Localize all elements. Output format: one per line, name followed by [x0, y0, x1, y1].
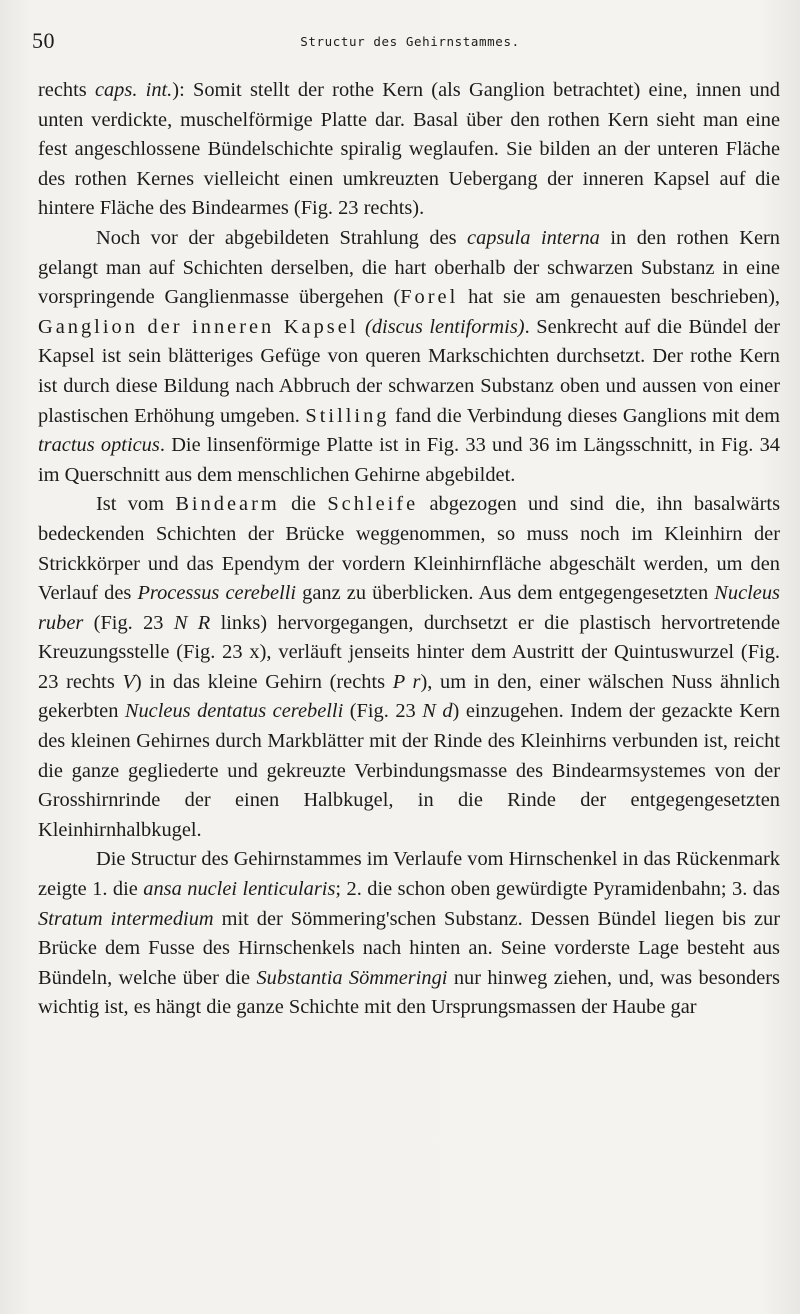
italic-text: N d: [422, 700, 453, 723]
paragraph-2: [38, 224, 780, 490]
text-segment: abgezogen und sind die, ihn basalwärts bedeckenden Schichten der Brücke weggenommen, so muss noch im Kleinhirn der Strickkörper und das Ependym der vordern Kleinhirnfläche abgeschält werden, um den Verlauf des: [38, 493, 780, 605]
italic-text: Nucleus ruber: [38, 582, 780, 634]
italic-text: Stratum intermedium: [38, 907, 214, 930]
text-segment: mit der Sömmering'schen Substanz. Dessen Bündel liegen bis zur Brücke dem Fusse des Hirnschenkels nach hinten an. Seine vorderste Lage besteht aus Bündeln, welche über die: [38, 907, 781, 989]
text-segment: (Fig. 23: [343, 700, 423, 723]
text-segment: hat sie am genauesten beschrieben),: [458, 286, 780, 309]
italic-text: P r: [392, 670, 421, 693]
text-segment: Die Structur des Gehirnstammes im Verlaufe vom Hirnschenkel in das Rückenmark zeigte 1. die: [38, 848, 780, 901]
text-segment: nur hinweg ziehen, und, was besonders wichtig ist, es hängt die ganze Schichte mit den Ursprungsmassen der Haube gar: [38, 966, 780, 1019]
text-segment: . Senkrecht auf die Bündel der Kapsel ist sein blätteriges Gefüge von queren Markschichten durchsetzt. Der rothe Kern ist durch diese Bildung nach Abbruch der schwarzen Substanz oben und aussen von einer plastischen Erhöhung umgeben.: [38, 315, 780, 427]
text-segment: links) hervorgegangen, durchsetzt er die plastisch hervortretende Kreuzungsstelle (Fig. 23 x), verläuft jenseits hinter dem Austritt der Quintuswurzel (Fig. 23 rechts: [38, 611, 780, 693]
text-segment: ) in das kleine Gehirn (rechts: [134, 670, 393, 693]
text-segment: die: [279, 493, 328, 516]
paragraph-4: [38, 845, 780, 1023]
text-segment: fand die Verbindung dieses Ganglions mit dem: [389, 404, 780, 427]
text-segment: (Fig. 23: [83, 611, 174, 634]
italic-text: caps. int.: [94, 79, 173, 101]
italic-text: capsula interna: [467, 226, 600, 249]
text-segment: . Die linsenförmige Platte ist in Fig. 33 und 36 im Längsschnitt, in Fig. 34 im Querschnitt aus dem menschlichen Gehirne abgebildet.: [38, 434, 780, 486]
running-title: Structur des Gehirnstammes.: [300, 34, 520, 49]
text-segment: in den rothen Kern gelangt man auf Schichten derselben, die hart oberhalb der schwarzen Substanz in eine vorspringende Ganglienmasse übergehen (: [38, 226, 781, 309]
italic-text: tractus opticus: [38, 434, 160, 457]
spaced-name-text: Stilling: [305, 404, 390, 427]
spaced-name-text: Bindearm: [175, 493, 280, 516]
text-segment: Noch vor der abgebildeten Strahlung des: [96, 226, 468, 249]
text-segment: ): Somit stellt der rothe Kern (als Ganglion betrachtet) eine, innen und unten verdickte, muschelförmige Platte dar. Basal über den rothen Kern sieht man eine fest angeschlossene Bündelschichte spiralig weglaufen. Sie bilden an der unteren Fläche des rothen Kernes vielleicht einen umkreuzten Uebergang der inneren Kapsel auf die hintere Fläche des Bindearmes (Fig. 23 rechts).: [38, 79, 780, 220]
spaced-name-text: Forel: [400, 286, 459, 309]
italic-text: V: [122, 670, 135, 693]
paragraph-1: [38, 76, 780, 224]
text-segment: rechts: [38, 79, 95, 101]
body-text: [38, 76, 780, 1023]
text-segment: ) einzugehen. Indem der gezackte Kern des kleinen Gehirnes durch Markblätter mit der Rinde des Kleinhirns verbunden ist, reicht die ganze gegliederte und gekreuzte Verbindungsmasse des Bindearmsystemes von der Grosshirnrinde der einen Halbkugel, in die Rinde der entgegengesetzten Kleinhirnhalbkugel.: [38, 700, 780, 841]
spaced-name-text: Ganglion der inneren Kapsel: [38, 315, 359, 338]
text-segment: Ist vom: [96, 493, 176, 516]
italic-text: Substantia Sömmeringi: [256, 966, 448, 989]
italic-text: Nucleus dentatus cerebelli: [124, 700, 344, 723]
text-segment: ; 2. die schon oben gewürdigte Pyramidenbahn; 3. das: [335, 878, 780, 901]
text-segment: ganz zu überblicken. Aus dem entgegengesetzten: [296, 582, 715, 605]
page-number: 50: [32, 28, 55, 53]
italic-text: ansa nuclei lenticularis: [143, 878, 336, 901]
spaced-name-text: Schleife: [327, 493, 419, 516]
page-header: [32, 28, 768, 58]
italic-text: Processus cerebelli: [137, 582, 297, 605]
text-segment: ), um in den, einer wälschen Nuss ähnlich gekerbten: [38, 670, 780, 723]
italic-text: (discus lentiformis): [365, 315, 525, 338]
paragraph-3: [38, 490, 780, 845]
italic-text: N R: [173, 611, 211, 634]
